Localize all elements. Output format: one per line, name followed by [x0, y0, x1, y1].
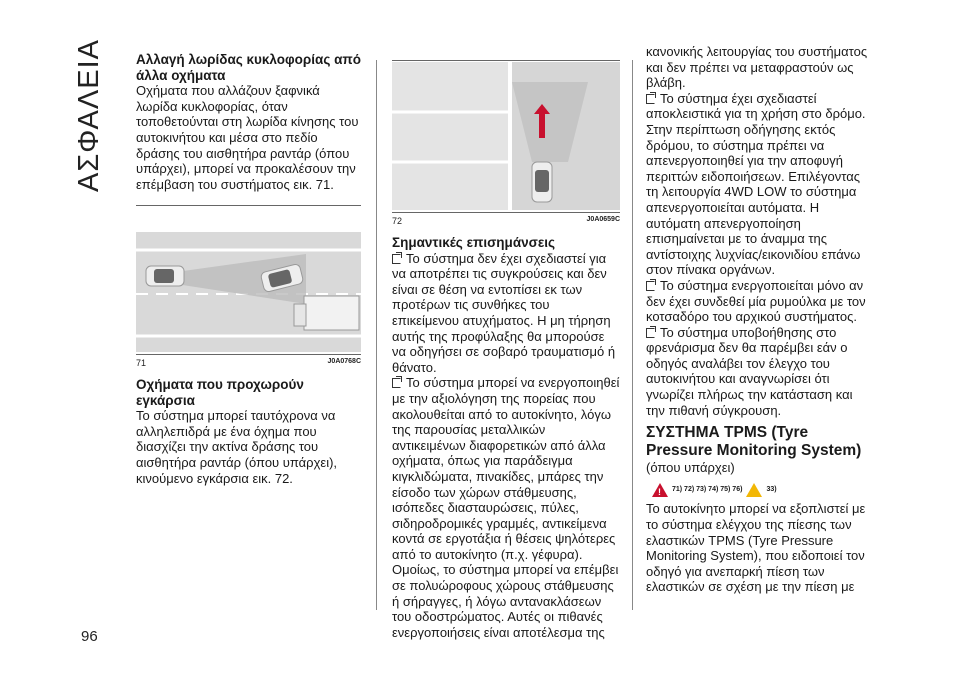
heading-tpms: ΣΥΣΤΗΜΑ TPMS (Tyre Pressure Monitoring System) [646, 424, 862, 460]
bullet-not-prevent [392, 251, 620, 376]
bullet-driver-control-text: Το σύστημα υποβοήθησης στο φρενάρισμα δεν θα παρέμβει εάν ο οδηγός αναλάβει τον έλεγχο του αυτοκινήτου και αναγνωρίσει ότι γνωρίζει πλήρως την κατάσταση και την πιθανή σύγκρουση. [646, 324, 853, 418]
paragraph-parking: Ομοίως, το σύστημα μπορεί να επέμβει σε πολυώροφους χώρους στάθμευσης ή σήραγγες, ή λόγω αντανακλάσεων του οδοστρώματος. Αυτές οι πιθανές ενεργοποιήσεις είναι αποτέλεσμα της [392, 562, 619, 640]
section-title-vertical [70, 40, 110, 190]
bullet-metal-objects [392, 375, 620, 562]
figure-72-svg [392, 62, 620, 210]
figure-71-bottom-rule [136, 354, 361, 355]
bullet-metal-objects-text: Το σύστημα μπορεί να ενεργοποιηθεί με την αξιολόγηση της πορείας που ακολουθείται από το αυτοκίνητο, λόγω της παρουσίας μεταλλικών αντικειμένων διαφορετικών από άλλα οχήματα, όπως για παράδειγμα κιγκλιδώματα, πινακίδες, μπάρες την είσοδο των χώρων στάθμευσης, ισόπεδες διασταυρώσεις, πύλες, σιδηροδρομικές γραμμές, αντικείμενα κοντά σε εργοτάξια ή θέσεις ψηλότερες από το αυτοκίνητο (π.χ. γέφυρα). [392, 375, 620, 562]
paragraph-normal-operation: κανονικής λειτουργίας του συστήματος και δεν πρέπει να μεταφραστούν ως βλάβη. [646, 44, 868, 91]
figure-72-code: J0A0659C [586, 216, 620, 223]
caution-triangle-icon [746, 483, 762, 497]
heading-crossing: Οχήματα που προχωρούν εγκάρσια [136, 377, 304, 408]
bullet-driver-control [646, 325, 874, 419]
figure-72-bottom-rule [392, 212, 620, 213]
paragraph-crossing: Το σύστημα μπορεί ταυτόχρονα να αλληλεπιδρά με ένα όχημα που διασχίζει την ακτίνα δράσης του αισθητήρα ραντάρ (όπου υπάρχει), κινούμενο εγκάρσια εικ. 72. [136, 408, 338, 486]
bullet-trailer [646, 278, 874, 325]
book-icon [392, 378, 401, 388]
figure-72-top-rule [392, 60, 620, 61]
figure-71-top-rule [136, 205, 361, 206]
bullet-trailer-text: Το σύστημα ενεργοποιείται μόνο αν δεν έχει συνδεθεί μία ρυμούλκα με τον κοτσαδόρο του αρχικού συστήματος. [646, 277, 866, 325]
truck [294, 296, 359, 330]
bullet-not-prevent-text: Το σύστημα δεν έχει σχεδιαστεί για να αποτρέπει τις συγκρούσεις και δεν είναι σε θέση να εντοπίσει εκ των προτέρων τις συνθήκες του επικείμενου ατυχήματος. Η μη τήρηση αυτής της προφύλαξης θα μπορούσε να οδηγήσει σε σοβαρό τραυματισμό ή θάνατο. [392, 250, 616, 375]
paragraph-tpms: Το αυτοκίνητο μπορεί να εξοπλιστεί με το σύστημα ελέγχου της πίεσης των ελαστικών TPMS (Tyre Pressure Monitoring System), που ειδοποιεί τον οδηγό για ανεπαρκή πίεση των ελαστικών σε σχέση με την πίεση με [646, 501, 866, 595]
bullet-road-use-text: Το σύστημα έχει σχεδιαστεί αποκλειστικά για τη χρήση στο δρόμο. Στην περίπτωση οδήγησης εκτός δρόμου, το σύστημα πρέπει να απενεργοποιηθεί για την αποφυγή περιττών ειδοποιήσεων. Επιλέγοντας τη λειτουργία 4WD LOW το σύστημα απενεργοποιείται αυτόματα. Η αυτόματη απενεργοποίηση επισημαίνεται με το άναμμα της αντίστοιχης λυχνίας/εικονιδίου επάνω στον πίνακα οργάνων. [646, 90, 866, 278]
column-divider-1 [376, 60, 377, 610]
column-1 [136, 52, 361, 192]
page-number: 96 [81, 628, 98, 645]
heading-important-notes: Σημαντικές επισημάνσεις [392, 235, 556, 250]
figure-71-illustration [136, 232, 361, 352]
figure-72-illustration [392, 62, 620, 210]
heading-lane-change: Αλλαγή λωρίδας κυκλοφορίας από άλλα οχήματα [136, 52, 361, 83]
caution-refs: 33) [766, 485, 777, 493]
warning-triangle-icon [652, 483, 668, 497]
bullet-road-use [646, 91, 874, 278]
own-car-72 [532, 162, 552, 202]
figure-71-svg [136, 232, 361, 352]
warning-refs-row [652, 482, 874, 498]
figure-72-number: 72 [392, 216, 403, 226]
column-3 [646, 44, 874, 595]
book-icon [646, 328, 655, 338]
figure-72-caption [392, 216, 620, 226]
column-divider-2 [632, 60, 633, 610]
book-icon [646, 94, 655, 104]
warning-refs: 71) 72) 73) 74) 75) 76) [672, 485, 743, 493]
column-2 [392, 235, 620, 640]
own-car [146, 266, 184, 286]
figure-71-caption [136, 358, 361, 368]
column-1-lower [136, 377, 361, 486]
tpms-availability: (όπου υπάρχει) [646, 460, 735, 476]
book-icon [646, 281, 655, 291]
section-title-text: ΑΣΦΑΛΕΙΑ [73, 38, 106, 192]
paragraph-lane-change: Οχήματα που αλλάζουν ξαφνικά λωρίδα κυκλοφορίας, όταν τοποθετούνται στη λωρίδα κίνησης του αυτοκινήτου και μέσα στο πεδίο δράσης του αισθητήρα ραντάρ (όπου υπάρχει), μπορεί να προκαλέσουν την επέμβαση του συστήματος εικ. 71. [136, 83, 359, 192]
figure-71-number: 71 [136, 358, 147, 368]
figure-71-code: J0A0768C [327, 358, 361, 365]
book-icon [392, 254, 401, 264]
